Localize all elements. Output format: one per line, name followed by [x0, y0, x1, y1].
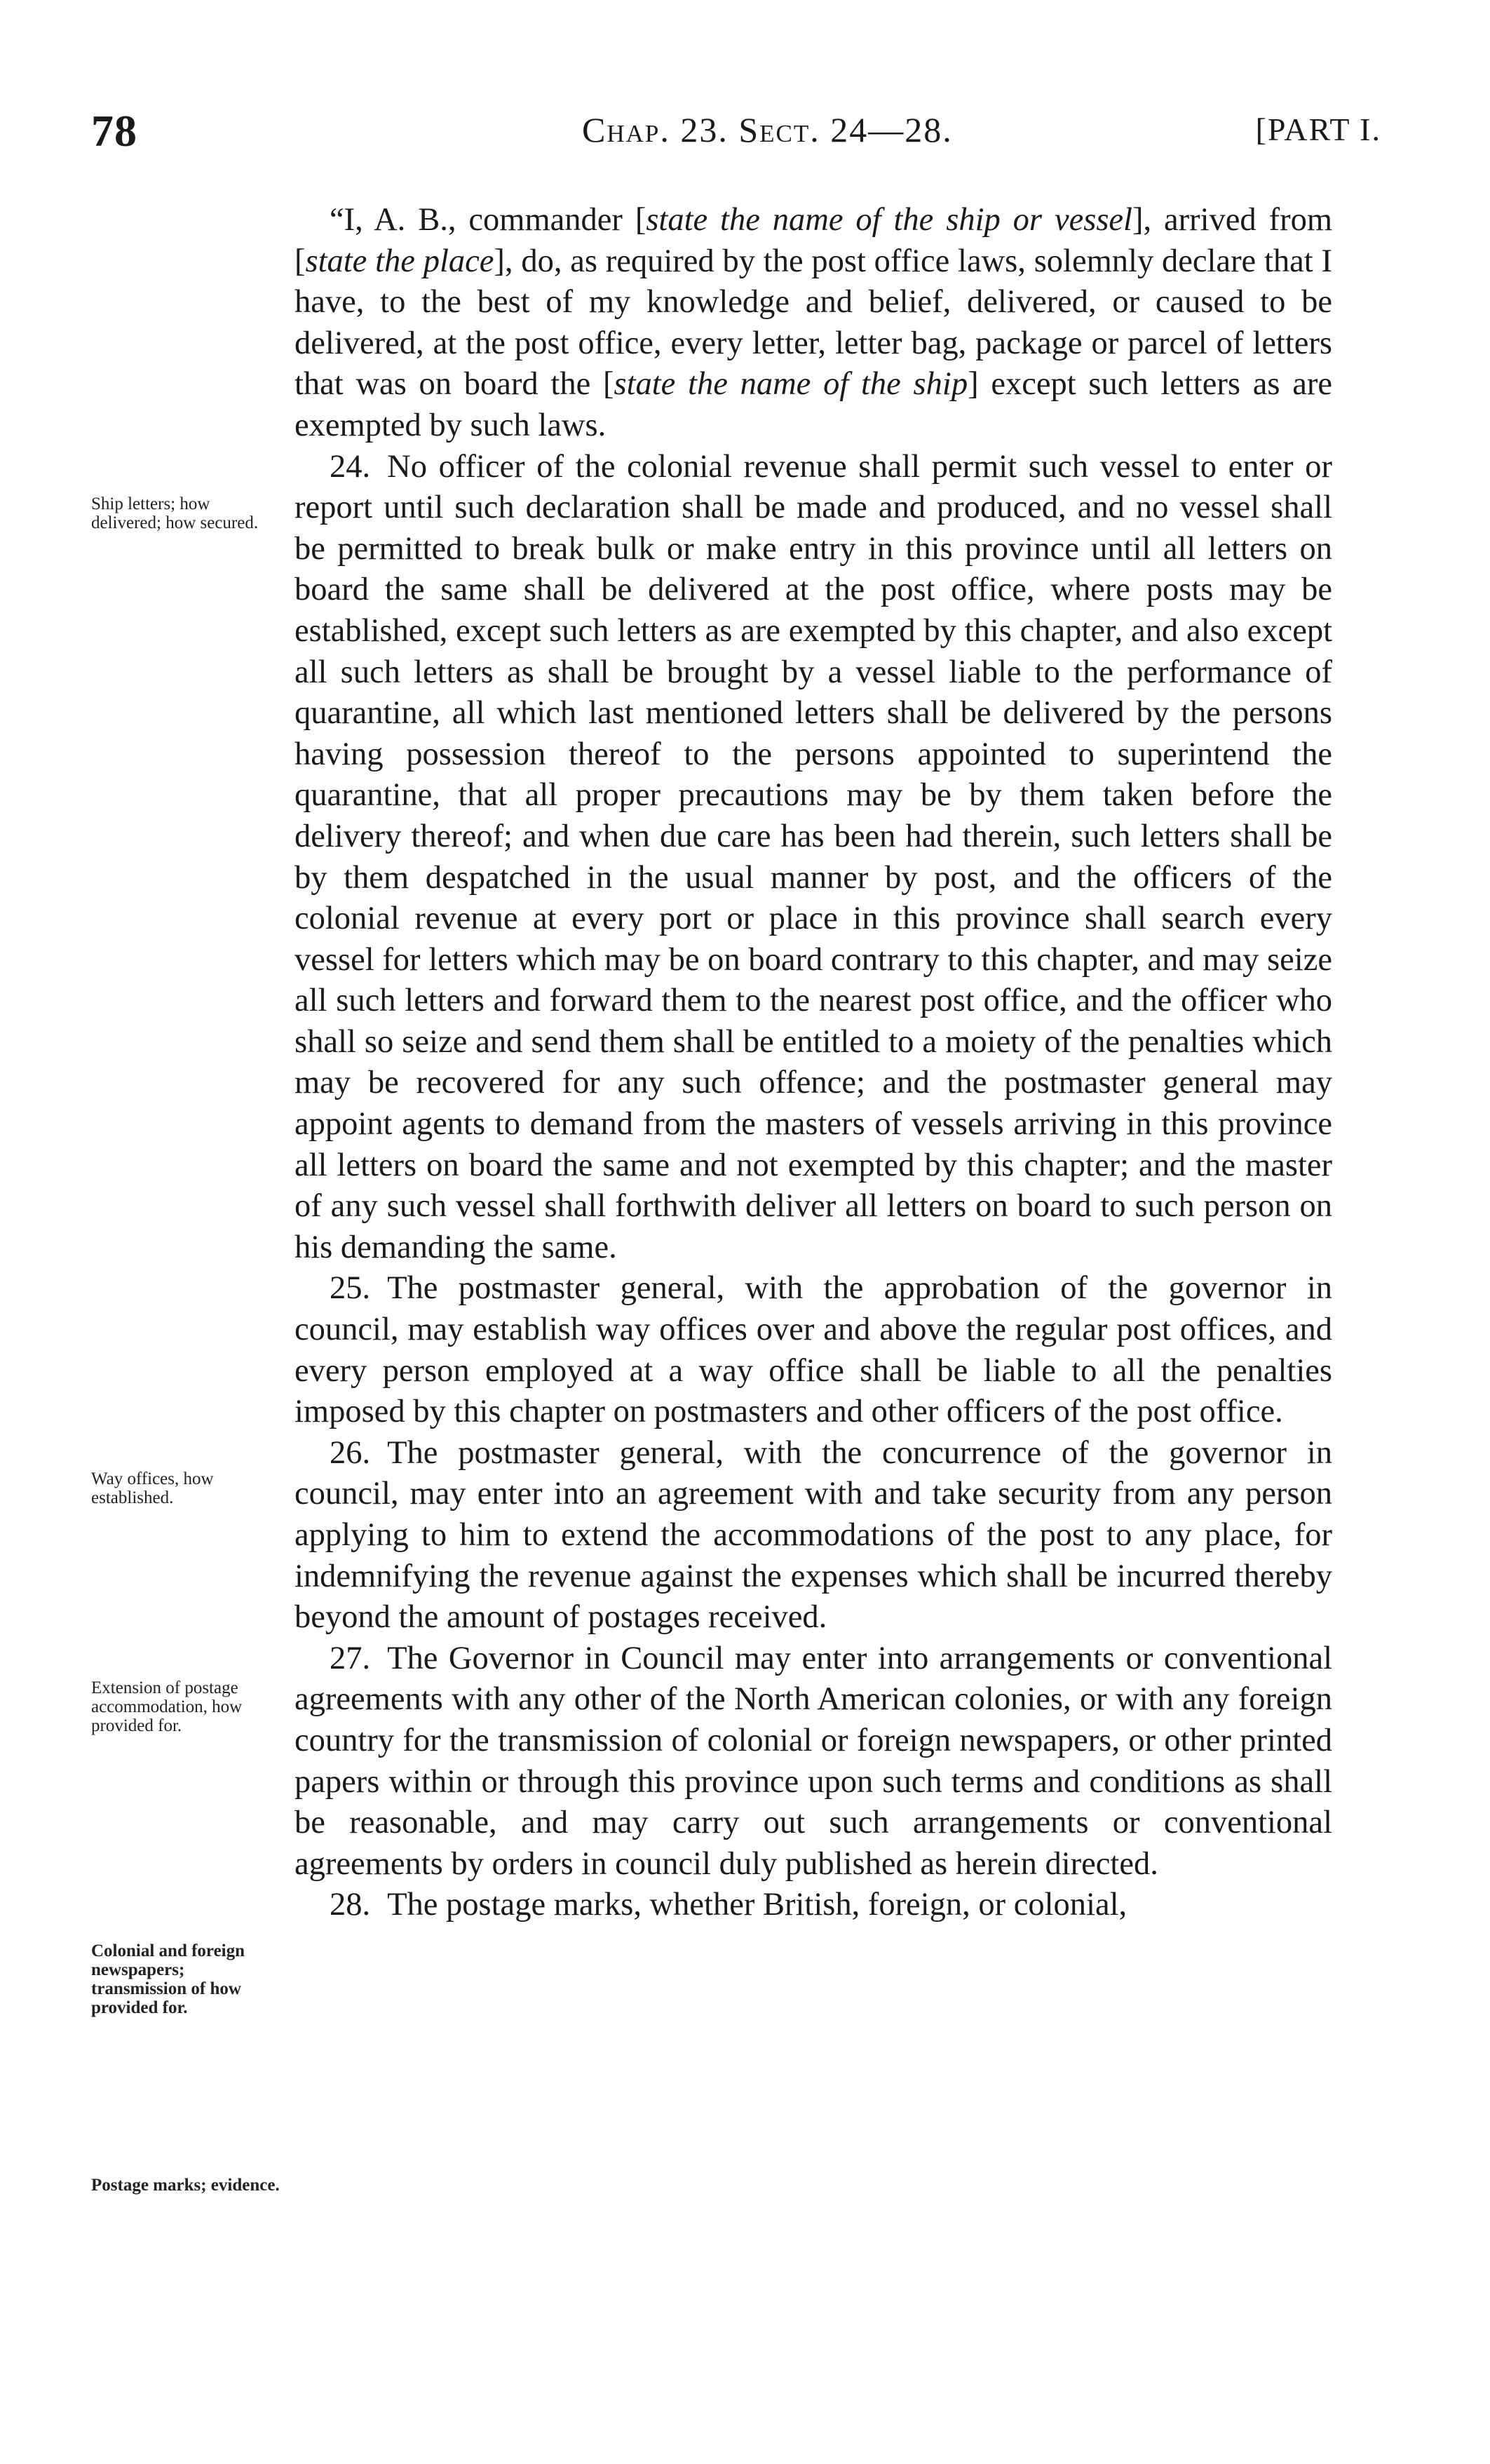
margin-note-26: Extension of postage accommodation, how provided for.: [91, 1678, 243, 1735]
section-number: 27.: [330, 1640, 371, 1676]
section-number: 24.: [330, 448, 371, 485]
oath-text: ] except such letters as are exempted by such laws.: [294, 366, 1333, 443]
page-header: [91, 105, 1381, 161]
oath-italic: state the place: [305, 243, 494, 279]
section-27: [294, 1638, 1332, 1885]
body-text: [294, 200, 1332, 1926]
section-number: 25.: [330, 1270, 371, 1307]
section-number: 26.: [330, 1434, 371, 1471]
margin-note-28: Postage marks; evidence.: [91, 2176, 280, 2195]
declaration-oath: [294, 200, 1332, 447]
margin-note-25: Way offices, how established.: [91, 1469, 214, 1507]
section-text: The Governor in Council may enter into arrangements or conventional agreements with any other of the North American colonies, or with any foreign country for the transmission of colonial or foreign newspapers, or other printed papers within or through this province upon such terms and conditions as shall be reasonable, and may carry out such arrangements or conventional agreements by orders in council duly published as herein directed.: [294, 1640, 1332, 1882]
section-text: The postmaster general, with the concurrence of the governor in council, may enter into an agreement with and take security from any person applying to him to extend the accommodations of the post to any place, for indemnifying the revenue against the expenses which shall be incurred thereby beyond the amount of postages received.: [294, 1434, 1332, 1636]
section-26: [294, 1433, 1332, 1638]
oath-italic: state the name of the ship: [614, 366, 968, 403]
section-text: No officer of the colonial revenue shall permit such vessel to enter or report until such declaration shall be made and produced, and no vessel shall be permitted to break bulk or make entry in this province until all letters on board the same shall be delivered at the post office, where posts may be established, except such letters as are exempted by this chapter, and also except all such letters as shall be brought by a vessel liable to the performance of quarantine, all which last mentioned letters shall be delivered by the persons having possession thereof to the persons appointed to superintend the quarantine, that all proper precautions may be by them taken before the delivery thereof; and when due care has been had therein, such letters shall be by them despatched in the usual manner by post, and the officers of the colonial revenue at every port or place in this province shall search every vessel for letters which may be on board contrary to this chapter, and may seize all such letters and forward them to the nearest post office, and the officer who shall so seize and send them shall be entitled to a moiety of the penalties which may be recovered for any such offence; and the postmaster general may appoint agents to demand from the masters of vessels arriving in this province all letters on board the same and not exempted by this chapter; and the master of any such vessel shall forthwith deliver all letters on board to such person on his demanding the same.: [294, 448, 1332, 1265]
running-head: Chap. 23. Sect. 24—28.: [582, 110, 953, 149]
oath-text: ], do, as required by the post office laws, solemnly declare that I have, to the best of my knowledge and belief, delivered, or caused to be delivered, at the post office, every letter, letter bag, package or parcel of letters that was on board the [: [294, 243, 1332, 403]
oath-italic: state the name of the ship or vessel: [646, 202, 1132, 238]
section-25: [294, 1268, 1332, 1432]
page-number: 78: [91, 106, 137, 156]
oath-text: “I, A. B., commander [: [330, 202, 646, 238]
margin-note-27: Colonial and foreign newspapers; transmission of how provided for.: [91, 1941, 245, 2017]
section-text: The postmaster general, with the approbation of the governor in council, may establish way offices over and above the regular post offices, and every person employed at a way office shall be liable to all the penalties imposed by this chapter on postmasters and other officers of the post office.: [294, 1270, 1332, 1430]
section-number: 28.: [330, 1887, 371, 1923]
section-28: [294, 1885, 1332, 1926]
section-24: [294, 447, 1332, 1269]
oath-text: ], arrived from [: [294, 202, 1332, 279]
part-label: [PART I.: [1255, 112, 1381, 147]
section-text: The postage marks, whether British, foreign, or colonial,: [387, 1887, 1127, 1923]
margin-note-24: Ship letters; how delivered; how secured.: [91, 494, 259, 532]
